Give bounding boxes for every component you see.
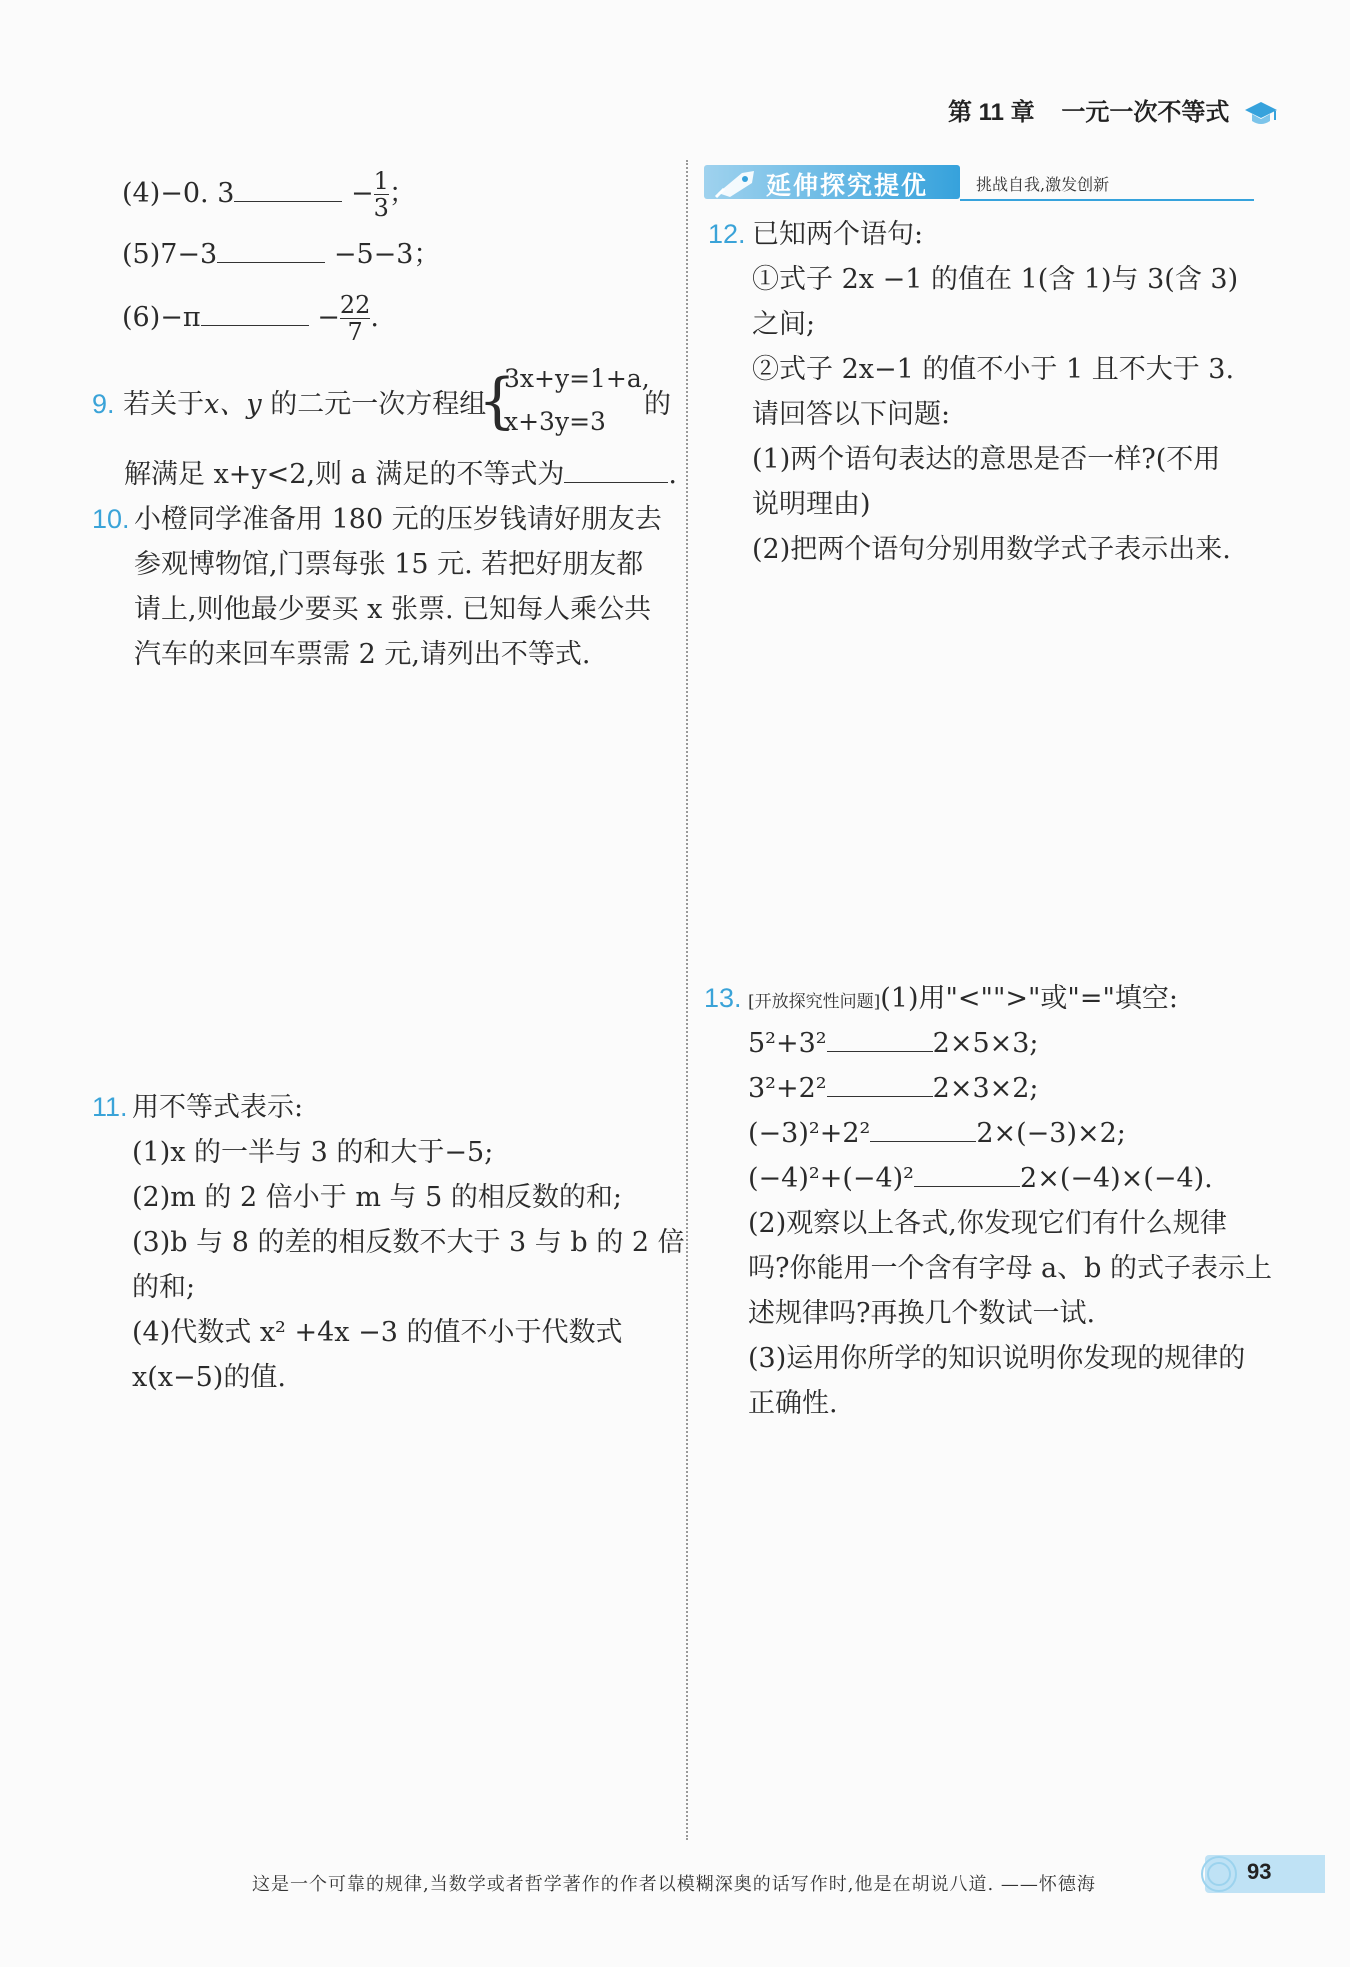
fill-right: 2×(−3)×2; [976, 1118, 1126, 1149]
q12-line: ①式子 2x −1 的值在 1(含 1)与 3(含 3) [752, 264, 1239, 295]
q9-line2-text: 解满足 x+y<2,则 a 满足的不等式为 [124, 459, 565, 490]
question-number: 9. [92, 389, 115, 419]
fill-left: 5²+3² [748, 1028, 827, 1059]
item-right: −5−3； [333, 239, 441, 270]
q9-line2-end: . [668, 459, 677, 490]
fill-right: 2×5×3; [932, 1028, 1039, 1059]
fraction [340, 292, 371, 345]
item-left: (5)7−3 [122, 239, 218, 270]
q10-line: 汽车的来回车票需 2 元,请列出不等式. [134, 639, 591, 670]
answer-blank[interactable] [870, 1140, 976, 1142]
item-left: (6)−π [122, 302, 201, 333]
answer-blank[interactable] [827, 1095, 933, 1097]
q11-title: 用不等式表示: [132, 1092, 304, 1123]
answer-blank[interactable] [827, 1050, 933, 1052]
q13-fill-row [748, 1021, 1039, 1066]
q11-line: (4)代数式 x² +4x −3 的值不小于代数式 [132, 1317, 623, 1348]
q10-line: 参观博物馆,门票每张 15 元. 若把好朋友都 [134, 549, 644, 580]
q13-fill-row [748, 1156, 1213, 1201]
q11-line: (2)m 的 2 倍小于 m 与 5 的相反数的和; [132, 1182, 622, 1213]
item-left: (4)−0. 3 [122, 178, 235, 209]
q9-text-c: 的 [644, 389, 671, 420]
fraction-denominator: 3 [373, 194, 389, 222]
fill-left: (−3)²+2² [748, 1118, 871, 1149]
chapter-number: 第 11 章 [947, 99, 1035, 126]
q12-line: ②式子 2x−1 的值不小于 1 且不大于 3. [752, 354, 1235, 385]
question-number: 13. [704, 983, 742, 1013]
page-number-badge [1205, 1855, 1325, 1893]
q9-text: 若关于 [123, 389, 205, 420]
graduation-cap-icon [1244, 100, 1278, 128]
question-number: 10. [92, 504, 130, 534]
q8-item-6 [122, 292, 379, 345]
q8-item-5 [122, 232, 440, 277]
spiral-icon [1199, 1853, 1239, 1895]
item-end: . [370, 302, 379, 333]
q10-line: 小橙同学准备用 180 元的压岁钱请好朋友去 [134, 504, 662, 535]
q13-line: 正确性. [748, 1388, 838, 1419]
answer-blank[interactable] [217, 261, 325, 263]
banner-title: 延伸探究提优 [766, 172, 929, 200]
fraction-denominator: 7 [340, 318, 371, 345]
answer-blank[interactable] [564, 481, 668, 483]
q12-line: (2)把两个语句分别用数学式子表示出来. [752, 534, 1231, 565]
q13-line: 吗?你能用一个含有字母 a、b 的式子表示上 [748, 1253, 1273, 1284]
column-divider [686, 160, 688, 1840]
question-number: 12. [708, 219, 746, 249]
brace: { [478, 366, 517, 436]
q12-line: (1)两个语句表达的意思是否一样?(不用 [752, 444, 1221, 475]
q13-fill-row [748, 1111, 1126, 1156]
fill-right: 2×3×2; [932, 1073, 1039, 1104]
chapter-title: 一元一次不等式 [1061, 99, 1230, 126]
equation-2: x+3y=3 [504, 407, 606, 436]
fraction-numerator: 1 [373, 167, 389, 195]
fill-left: 3²+2² [748, 1073, 827, 1104]
equation-1: 3x+y=1+a, [504, 364, 650, 393]
problem-type-tag: [开放探究性问题] [748, 992, 881, 1012]
item-sign: − [317, 302, 340, 333]
q10-line: 请上,则他最少要买 x 张票. 已知每人乘公共 [134, 594, 652, 625]
q13-line: (3)运用你所学的知识说明你发现的规律的 [748, 1343, 1246, 1374]
q9-line-2 [124, 452, 677, 497]
fraction-numerator: 22 [339, 291, 371, 319]
item-sign: − [350, 178, 374, 209]
q11-line: x(x−5)的值. [132, 1362, 286, 1393]
q11-line: (1)x 的一半与 3 的和大于−5; [132, 1137, 494, 1168]
fill-right: 2×(−4)×(−4). [1020, 1163, 1213, 1194]
q12-line: 说明理由) [752, 489, 871, 520]
q9-vars: x、y [204, 389, 262, 420]
page-number: 93 [1247, 1859, 1272, 1884]
answer-blank[interactable] [234, 200, 342, 202]
q12-line: 之间; [752, 309, 816, 340]
q13-fill-row [748, 1066, 1039, 1111]
q8-item-4 [122, 168, 416, 221]
fraction [374, 168, 389, 221]
fill-left: (−4)²+(−4)² [748, 1163, 915, 1194]
footer-quote: 这是一个可靠的规律,当数学或者哲学著作的作者以模糊深奥的话写作时,他是在胡说八道. ——怀德海 [252, 1874, 1096, 1895]
q11-line: 的和; [132, 1272, 196, 1303]
q13-line: 述规律吗?再换几个数试一试. [748, 1298, 1096, 1329]
q12-line: 请回答以下问题: [752, 399, 951, 430]
rocket-icon [712, 167, 760, 199]
banner-underline [960, 199, 1254, 201]
banner-subtitle: 挑战自我,激发创新 [976, 175, 1110, 194]
answer-blank[interactable] [201, 324, 309, 326]
q11-line: (3)b 与 8 的差的相反数不大于 3 与 b 的 2 倍 [132, 1227, 685, 1258]
chapter-header [948, 92, 1278, 128]
item-end: ； [388, 178, 416, 209]
q13-heading [748, 976, 1178, 1025]
answer-blank[interactable] [914, 1185, 1020, 1187]
q13-line: (2)观察以上各式,你发现它们有什么规律 [748, 1208, 1227, 1239]
q9-text-b: 的二元一次方程组 [261, 389, 487, 420]
question-number: 11. [92, 1092, 128, 1122]
q12-title: 已知两个语句: [752, 219, 924, 250]
section-banner [704, 163, 1244, 201]
q13-title: (1)用"<"">"或"="填空: [880, 983, 1178, 1014]
question-9 [92, 382, 486, 427]
